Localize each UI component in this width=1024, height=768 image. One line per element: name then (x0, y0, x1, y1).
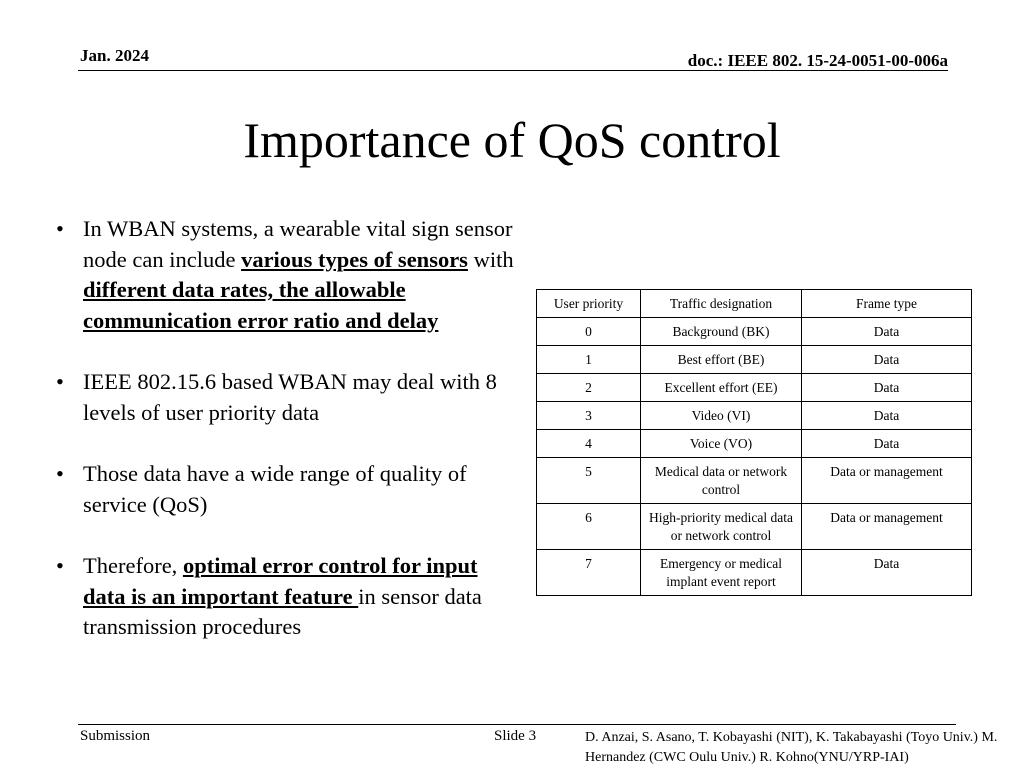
bullet-item (48, 459, 518, 520)
header-doc-id: doc.: IEEE 802. 15-24-0051-00-006a (687, 51, 948, 70)
cell-user-priority: 1 (537, 346, 641, 374)
user-priority-table (536, 289, 972, 596)
table-row (537, 402, 972, 430)
cell-user-priority: 5 (537, 458, 641, 504)
cell-user-priority: 6 (537, 504, 641, 550)
cell-traffic-designation: High-priority medical data or network control (641, 504, 802, 550)
table-body (537, 318, 972, 596)
bullet-marker: • (56, 216, 64, 241)
table-row (537, 458, 972, 504)
footer-divider (78, 724, 956, 725)
cell-user-priority: 2 (537, 374, 641, 402)
cell-frame-type: Data or management (802, 458, 972, 504)
footer-submission: Submission (80, 728, 151, 744)
header-date: Jan. 2024 (80, 46, 149, 65)
cell-user-priority: 3 (537, 402, 641, 430)
cell-frame-type: Data or management (802, 504, 972, 550)
bullet-text: Therefore, (83, 553, 183, 578)
bullet-marker: • (56, 461, 64, 486)
bullet-emphasis-text: optimal error control for input data is an important feature (83, 553, 478, 609)
cell-traffic-designation: Voice (VO) (641, 430, 802, 458)
column-header-user-priority: User priority (537, 290, 641, 318)
bullet-item (48, 214, 518, 336)
cell-traffic-designation: Video (VI) (641, 402, 802, 430)
table-row (537, 430, 972, 458)
bullet-text: In WBAN systems, a wearable vital sign sensor node can include (83, 216, 513, 272)
table-row (537, 346, 972, 374)
bullet-text: Those data have a wide range of quality of service (QoS) (83, 461, 467, 517)
cell-traffic-designation: Medical data or network control (641, 458, 802, 504)
cell-frame-type: Data (802, 550, 972, 596)
bullet-item (48, 551, 518, 643)
column-header-frame-type: Frame type (802, 290, 972, 318)
bullet-text: with (467, 246, 514, 272)
table-row (537, 318, 972, 346)
table-header-row (537, 290, 972, 318)
footer-slide-number: Slide 3 (494, 728, 537, 744)
cell-frame-type: Data (802, 318, 972, 346)
cell-frame-type: Data (802, 374, 972, 402)
bullet-emphasis-text: different data rates, the allowable communication error ratio and delay (83, 277, 439, 333)
table-row (537, 550, 972, 596)
bullet-marker: • (56, 369, 64, 394)
table-row (537, 504, 972, 550)
cell-user-priority: 0 (537, 318, 641, 346)
bullet-text: IEEE 802.15.6 based WBAN may deal with 8 levels of user priority data (83, 369, 497, 425)
bullet-emphasis-text: various types of sensors (241, 246, 468, 272)
bullet-text: in sensor data transmission procedures (83, 583, 482, 639)
column-header-traffic-designation: Traffic designation (641, 290, 802, 318)
cell-traffic-designation: Excellent effort (EE) (641, 374, 802, 402)
table-row (537, 374, 972, 402)
cell-user-priority: 7 (537, 550, 641, 596)
header-divider (78, 70, 948, 71)
cell-frame-type: Data (802, 346, 972, 374)
cell-traffic-designation: Background (BK) (641, 318, 802, 346)
slide-title: Importance of QoS control (243, 112, 781, 168)
bullet-marker: • (56, 553, 64, 578)
cell-traffic-designation: Emergency or medical implant event report (641, 550, 802, 596)
cell-user-priority: 4 (537, 430, 641, 458)
footer-authors: D. Anzai, S. Asano, T. Kobayashi (NIT), K. Takabayashi (Toyo Univ.) M. Hernandez (CWC Oulu Univ.) R. Kohno(YNU/YRP-IAI) (585, 730, 998, 765)
cell-frame-type: Data (802, 402, 972, 430)
bullet-item (48, 367, 518, 428)
cell-frame-type: Data (802, 430, 972, 458)
cell-traffic-designation: Best effort (BE) (641, 346, 802, 374)
bullet-list (48, 214, 518, 674)
